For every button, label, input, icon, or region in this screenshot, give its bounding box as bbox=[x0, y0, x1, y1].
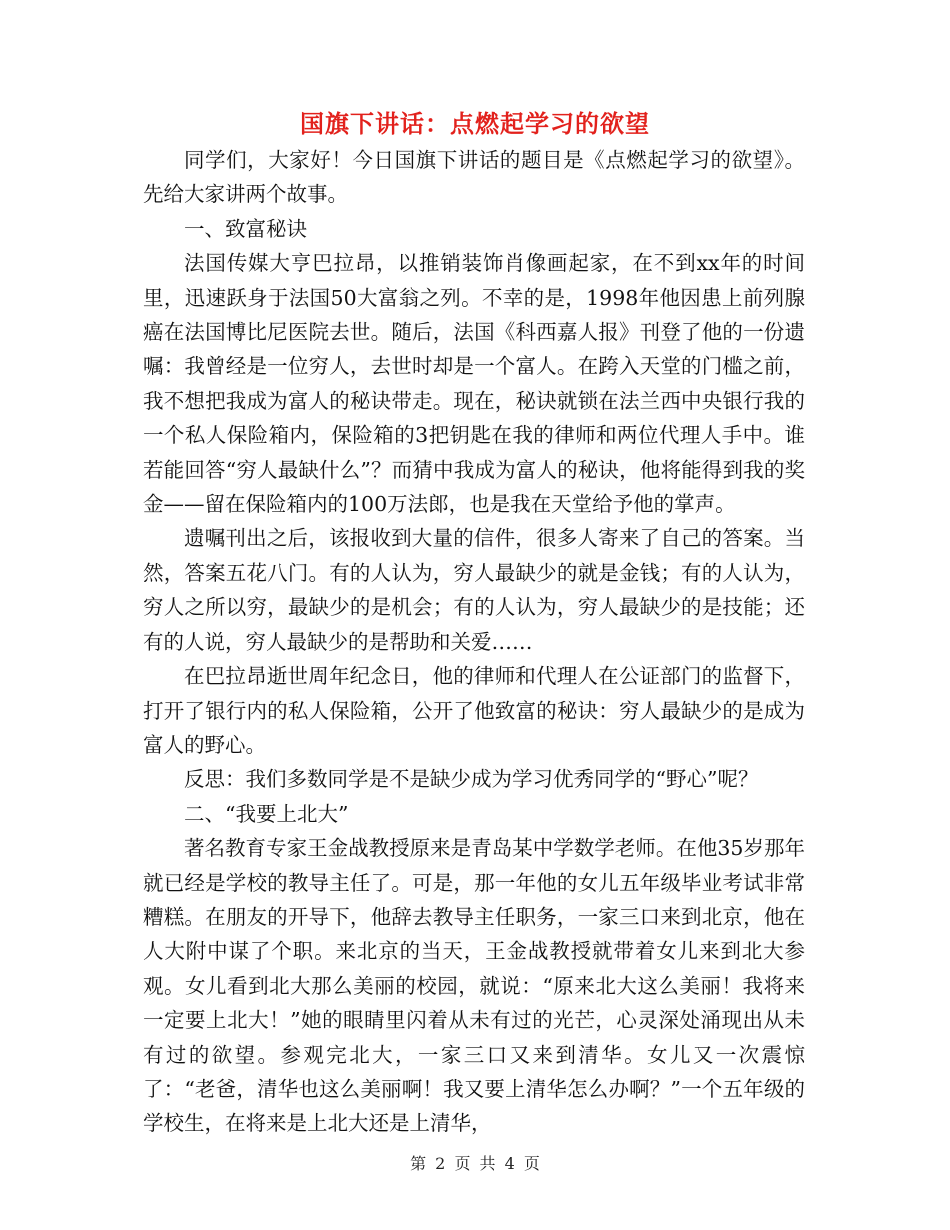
document-body bbox=[143, 143, 805, 1141]
paragraph-responses: 遗嘱刊出之后，该报收到大量的信件，很多人寄来了自己的答案。当然，答案五花八门。有的人认为，穷人最缺少的就是金钱；有的人认为，穷人之所以穷，最缺少的是机会；有的人认为，穷人最缺少的是技能；还有的人说，穷人最缺少的是帮助和关爱…… bbox=[143, 526, 805, 654]
section-heading-2: 二、“我要上北大” bbox=[184, 801, 349, 826]
paragraph-greeting: 同学们，大家好！今日国旗下讲话的题目是《点燃起学习的欲望》。先给大家讲两个故事。 bbox=[143, 148, 805, 207]
document-title: 国旗下讲话：点燃起学习的欲望 bbox=[300, 110, 650, 138]
section-heading-1: 一、致富秘诀 bbox=[184, 216, 307, 241]
paragraph-story-2: 著名教育专家王金战教授原来是青岛某中学数学老师。在他35岁那年就已经是学校的教导主任了。可是，那一年他的女儿五年级毕业考试非常糟糕。在朋友的开导下，他辞去教导主任职务，一家三口来到北京，他在人大附中谋了个职。来北京的当天，王金战教授就带着女儿来到北大参观。女儿看到北大那么美丽的校园，就说：“原来北大这么美丽！我将来一定要上北大！”她的眼睛里闪着从未有过的光芒，心灵深处涌现出从未有过的欲望。参观完北大，一家三口又来到清华。女儿又一次震惊了：“老爸，清华也这么美丽啊！我又要上清华怎么办啊？”一个五年级的学校生，在将来是上北大还是上清华， bbox=[143, 836, 805, 1136]
page-footer: 第 2 页 共 4 页 bbox=[410, 1154, 540, 1173]
paragraph-secret-revealed: 在巴拉昂逝世周年纪念日，他的律师和代理人在公证部门的监督下，打开了银行内的私人保险箱，公开了他致富的秘诀：穷人最缺少的是成为富人的野心。 bbox=[143, 664, 805, 757]
paragraph-story-1: 法国传媒大亨巴拉昂，以推销装饰肖像画起家，在不到xx年的时间里，迅速跃身于法国50大富翁之列。不幸的是，1998年他因患上前列腺癌在法国博比尼医院去世。随后，法国《科西嘉人报》刊登了他的一份遗嘱：我曾经是一位穷人，去世时却是一个富人。在跨入天堂的门槛之前，我不想把我成为富人的秘诀带走。现在，秘诀就锁在法兰西中央银行我的一个私人保险箱内，保险箱的3把钥匙在我的律师和两位代理人手中。谁若能回答“穷人最缺什么”？而猜中我成为富人的秘诀，他将能得到我的奖金——留在保险箱内的100万法郎，也是我在天堂给予他的掌声。 bbox=[143, 251, 805, 517]
paragraph-reflection: 反思：我们多数同学是不是缺少成为学习优秀同学的“野心”呢？ bbox=[184, 767, 759, 792]
